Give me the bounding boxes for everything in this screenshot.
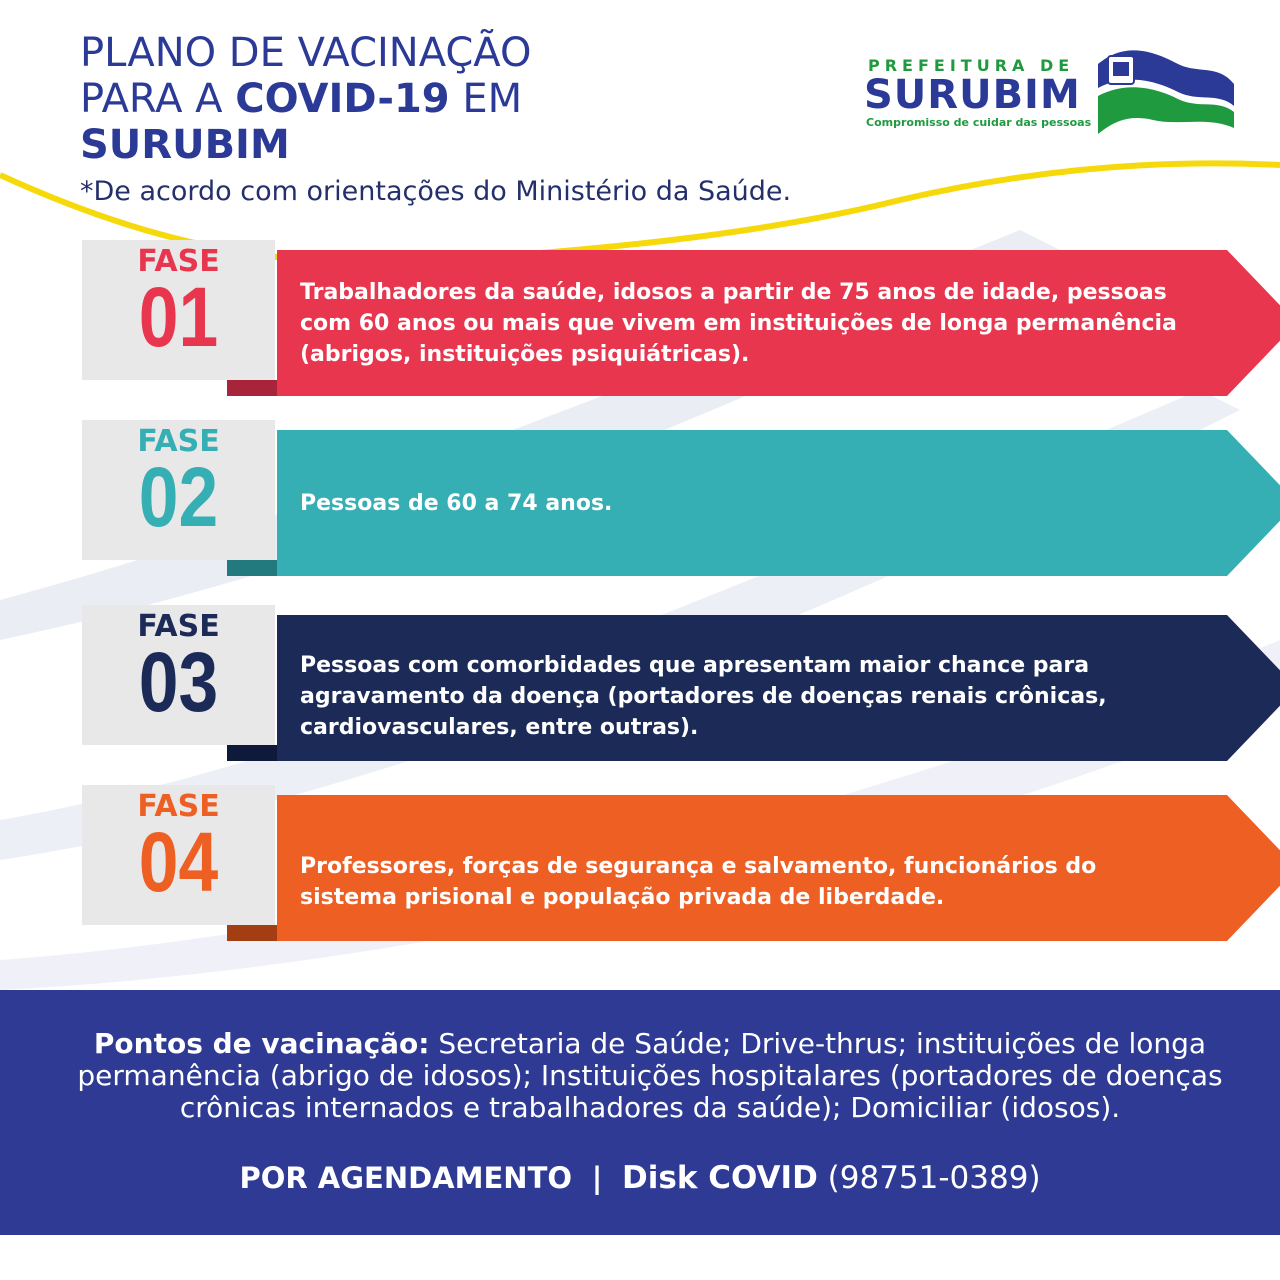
phase-3-number: 03 xyxy=(138,635,219,729)
phase-2-number: 02 xyxy=(138,450,219,544)
phone-number: (98751-0389) xyxy=(827,1160,1041,1196)
logo-name: SURUBIM xyxy=(864,72,1081,118)
page-title xyxy=(80,30,531,168)
phase-card-2 xyxy=(82,420,1222,580)
phase-1-label: FASE xyxy=(137,244,220,279)
title-covid: COVID-19 xyxy=(235,76,450,122)
vaccination-points-label: Pontos de vacinação: xyxy=(93,1027,430,1060)
phase-2-box xyxy=(82,420,275,560)
phase-2-text: Pessoas de 60 a 74 anos. xyxy=(300,491,613,516)
vaccination-points xyxy=(60,1028,1240,1124)
title-line-3: SURUBIM xyxy=(80,122,290,168)
contact-separator: | xyxy=(591,1161,603,1195)
phase-3-text: Pessoas com comorbidades que apresentam maior chance para agravamento da doença (portadores de doenças renais crônicas, cardiovasculares, entre outras). xyxy=(300,653,1107,740)
phase-1-text: Trabalhadores da saúde, idosos a partir de 75 anos de idade, pessoas com 60 anos ou mais que vivem em instituições de longa permanência (abrigos, instituições psiquiátricas). xyxy=(300,280,1177,367)
title-line-2 xyxy=(80,76,531,122)
contact-line xyxy=(0,1160,1280,1196)
phase-1-number: 01 xyxy=(138,270,219,364)
phase-4-number: 04 xyxy=(138,815,219,909)
phase-4-box xyxy=(82,785,275,925)
logo-slogan: Compromisso de cuidar das pessoas xyxy=(866,116,1092,129)
disk-covid-label: Disk COVID xyxy=(622,1160,818,1196)
title-line-1: PLANO DE VACINAÇÃO xyxy=(80,30,532,76)
phase-3-label: FASE xyxy=(137,609,220,644)
phase-1-box xyxy=(82,240,275,380)
title-line-2-post: EM xyxy=(449,76,523,122)
scheduling-label: POR AGENDAMENTO xyxy=(239,1161,573,1195)
phase-card-3 xyxy=(82,605,1222,765)
phase-card-1 xyxy=(82,240,1222,400)
phase-4-text: Professores, forças de segurança e salvamento, funcionários do sistema prisional e população privada de liberdade. xyxy=(300,854,1097,910)
phase-card-4 xyxy=(82,785,1222,945)
prefeitura-logo xyxy=(862,44,1242,144)
footer-banner xyxy=(0,990,1280,1235)
page-subtitle: *De acordo com orientações do Ministério da Saúde. xyxy=(80,176,792,207)
vaccination-points-text: Secretaria de Saúde; Drive-thrus; instituições de longa permanência (abrigo de idosos); Instituições hospitalares (portadores de doenças crônicas internados e trabalhadores da saúde); Domiciliar (idosos). xyxy=(77,1027,1223,1124)
phase-4-label: FASE xyxy=(137,789,220,824)
flag-icon xyxy=(1098,44,1238,134)
phase-2-label: FASE xyxy=(137,424,220,459)
phase-3-box xyxy=(82,605,275,745)
title-line-2-pre: PARA A xyxy=(80,76,236,122)
logo-prefix: PREFEITURA DE xyxy=(868,56,1075,75)
